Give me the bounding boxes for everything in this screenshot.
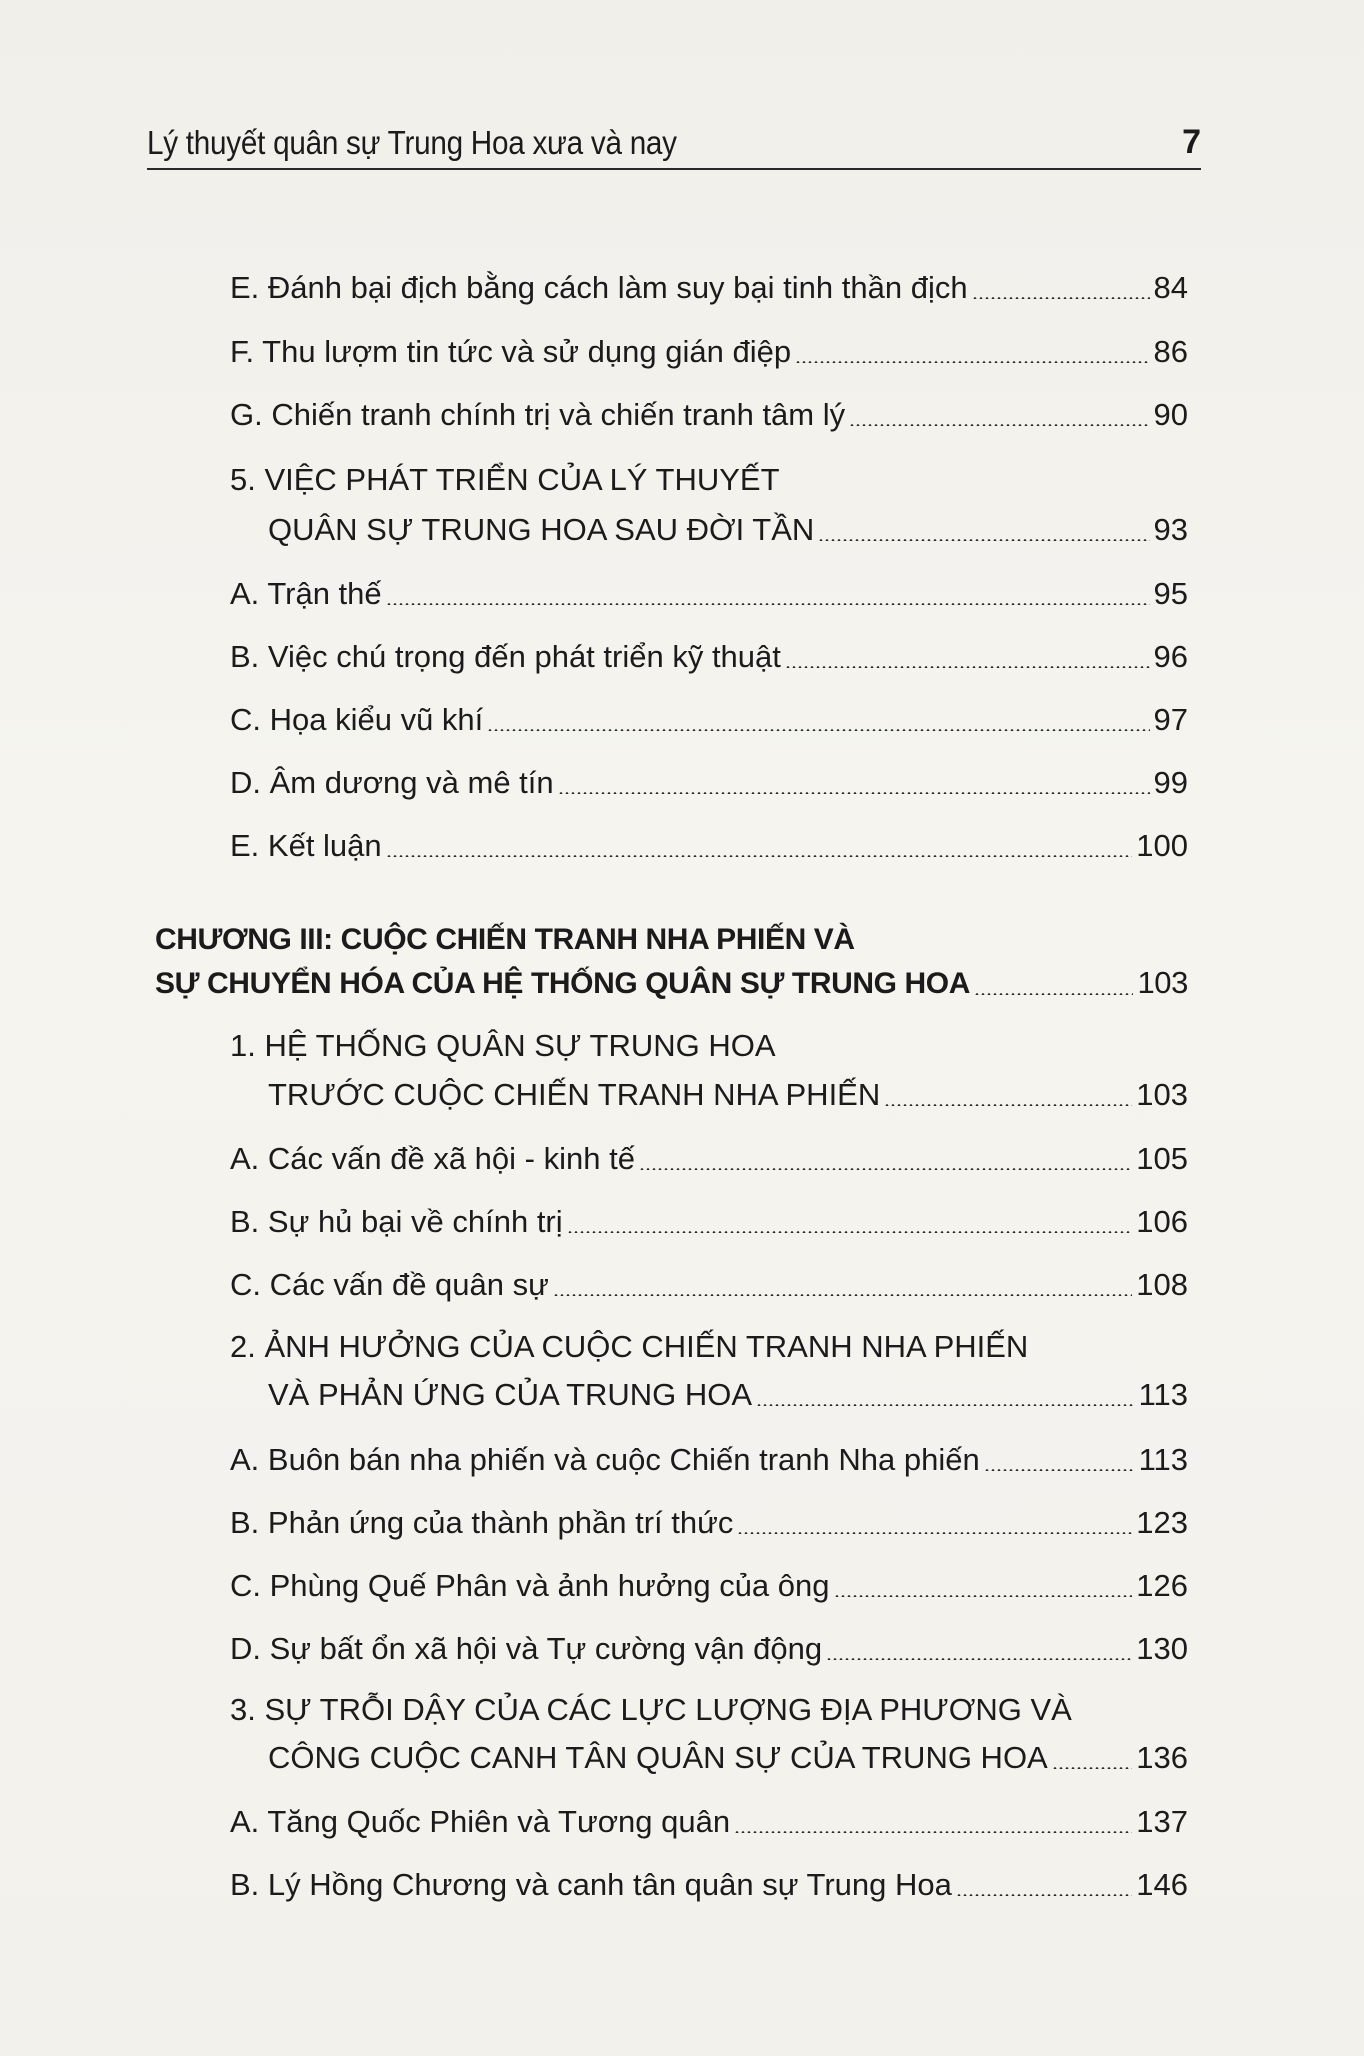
toc-entry-label-line2: TRƯỚC CUỘC CHIẾN TRANH NHA PHIẾN [268,1077,881,1112]
toc-entry [268,1075,1188,1115]
toc-entry-page: 99 [1153,765,1188,800]
chapter-title-line1: CHƯƠNG III: CUỘC CHIẾN TRANH NHA PHIẾN VÀ [155,923,855,956]
dot-leader [972,297,1150,299]
toc-entry-page: 100 [1136,828,1188,863]
toc-entry-label-line1: 2. ẢNH HƯỞNG CỦA CUỘC CHIẾN TRANH NHA PHIẾN [230,1329,1029,1364]
toc-entry [230,1566,1188,1606]
toc-entry-page: 90 [1153,397,1188,432]
toc-entry-page: 93 [1153,512,1188,547]
dot-leader [974,993,1133,995]
dot-leader [567,1231,1133,1233]
toc-entry-label: B. Phản ứng của thành phần trí thức [230,1505,734,1540]
toc-entry [230,1139,1188,1179]
toc-entry-page: 137 [1136,1804,1188,1839]
toc-entry-page: 130 [1136,1631,1188,1666]
dot-leader [553,1294,1132,1296]
header-page-number: 7 [1182,123,1201,161]
toc-entry-label-line1: 1. HỆ THỐNG QUÂN SỰ TRUNG HOA [230,1028,776,1063]
toc-entry-page: 123 [1136,1505,1188,1540]
toc-entry-label: C. Họa kiểu vũ khí [230,702,484,737]
toc-entry [230,332,1188,372]
toc-entry-label: C. Các vấn đề quân sự [230,1267,549,1302]
dot-leader [386,855,1133,857]
header-title: Lý thuyết quân sự Trung Hoa xưa và nay [147,124,677,161]
toc-entry [268,1738,1188,1778]
toc-entry [230,763,1188,803]
toc-entry-page: 108 [1136,1267,1188,1302]
toc-entry [230,700,1188,740]
toc-entry-label-line2: VÀ PHẢN ỨNG CỦA TRUNG HOA [268,1377,753,1412]
toc-entry-label: A. Buôn bán nha phiến và cuộc Chiến tranh Nha phiến [230,1442,980,1477]
dot-leader [884,1104,1132,1106]
toc-entry-page: 103 [1137,965,1188,1000]
toc-entry-label: A. Các vấn đề xã hội - kinh tế [230,1141,635,1176]
toc-entry-page: 97 [1153,702,1188,737]
running-header [147,112,1201,170]
dot-leader [487,729,1149,731]
toc-entry-page: 95 [1153,576,1188,611]
dot-leader [956,1894,1132,1896]
toc-entry-page: 146 [1136,1867,1188,1902]
toc-entry-label: A. Trận thế [230,576,382,611]
toc-entry-page: 136 [1136,1740,1188,1775]
toc-entry-label: D. Sự bất ổn xã hội và Tự cường vận động [230,1631,823,1666]
toc-entry [230,395,1188,435]
toc-entry [230,574,1188,614]
toc-entry-page: 126 [1136,1568,1188,1603]
toc-entry-label: B. Lý Hồng Chương và canh tân quân sự Trung Hoa [230,1867,952,1902]
toc-entry [268,1375,1188,1415]
toc-entry-label: B. Việc chú trọng đến phát triển kỹ thuật [230,639,781,674]
dot-leader [1052,1767,1133,1769]
toc-entry-page: 113 [1138,1442,1188,1477]
toc-entry-page: 86 [1153,334,1188,369]
toc-entry-label-line2: QUÂN SỰ TRUNG HOA SAU ĐỜI TẦN [268,512,815,547]
dot-leader [849,424,1149,426]
toc-entry-page: 96 [1153,639,1188,674]
toc-entry [230,1865,1188,1905]
dot-leader [639,1168,1132,1170]
dot-leader [737,1532,1132,1534]
toc-entry-label: B. Sự hủ bại về chính trị [230,1204,563,1239]
toc-entry-label: A. Tăng Quốc Phiên và Tương quân [230,1804,731,1839]
toc-entry-page: 113 [1138,1377,1188,1412]
toc-entry-page: 84 [1153,270,1188,305]
toc-entry [268,510,1188,550]
dot-leader [785,666,1150,668]
toc-entry [230,826,1188,866]
dot-leader [734,1831,1132,1833]
toc-entry-label: G. Chiến tranh chính trị và chiến tranh tâm lý [230,397,846,432]
toc-entry-label: C. Phùng Quế Phân và ảnh hưởng của ông [230,1568,830,1603]
dot-leader [818,539,1149,541]
toc-entry-label-line2: CÔNG CUỘC CANH TÂN QUÂN SỰ CỦA TRUNG HOA [268,1740,1048,1775]
toc-entry [230,1440,1188,1480]
dot-leader [756,1404,1134,1406]
dot-leader [558,792,1150,794]
dot-leader [834,1595,1133,1597]
toc-entry [230,1802,1188,1842]
toc-entry-label: F. Thu lượm tin tức và sử dụng gián điệp [230,334,792,369]
toc-entry [230,1265,1188,1305]
chapter-title-line2: SỰ CHUYỂN HÓA CỦA HỆ THỐNG QUÂN SỰ TRUNG HOA [155,967,970,1000]
toc-entry-label-line1: 3. SỰ TRỖI DẬY CỦA CÁC LỰC LƯỢNG ĐỊA PHƯƠNG VÀ [230,1692,1072,1727]
dot-leader [826,1658,1132,1660]
dot-leader [984,1469,1135,1471]
toc-entry [230,268,1188,308]
toc-entry-label-line1: 5. VIỆC PHÁT TRIỂN CỦA LÝ THUYẾT [230,462,780,497]
chapter-entry [155,963,1188,1004]
toc-entry-page: 105 [1136,1141,1188,1176]
toc-entry [230,1202,1188,1242]
toc-entry-label: E. Đánh bại địch bằng cách làm suy bại tinh thần địch [230,270,968,305]
toc-entry-label: D. Âm dương và mê tín [230,765,554,800]
dot-leader [386,603,1150,605]
toc-entry [230,637,1188,677]
toc-entry-label: E. Kết luận [230,828,382,863]
toc-entry-page: 103 [1136,1077,1188,1112]
toc-entry-page: 106 [1136,1204,1188,1239]
toc-entry [230,1629,1188,1669]
toc-entry [230,1503,1188,1543]
dot-leader [795,361,1149,363]
